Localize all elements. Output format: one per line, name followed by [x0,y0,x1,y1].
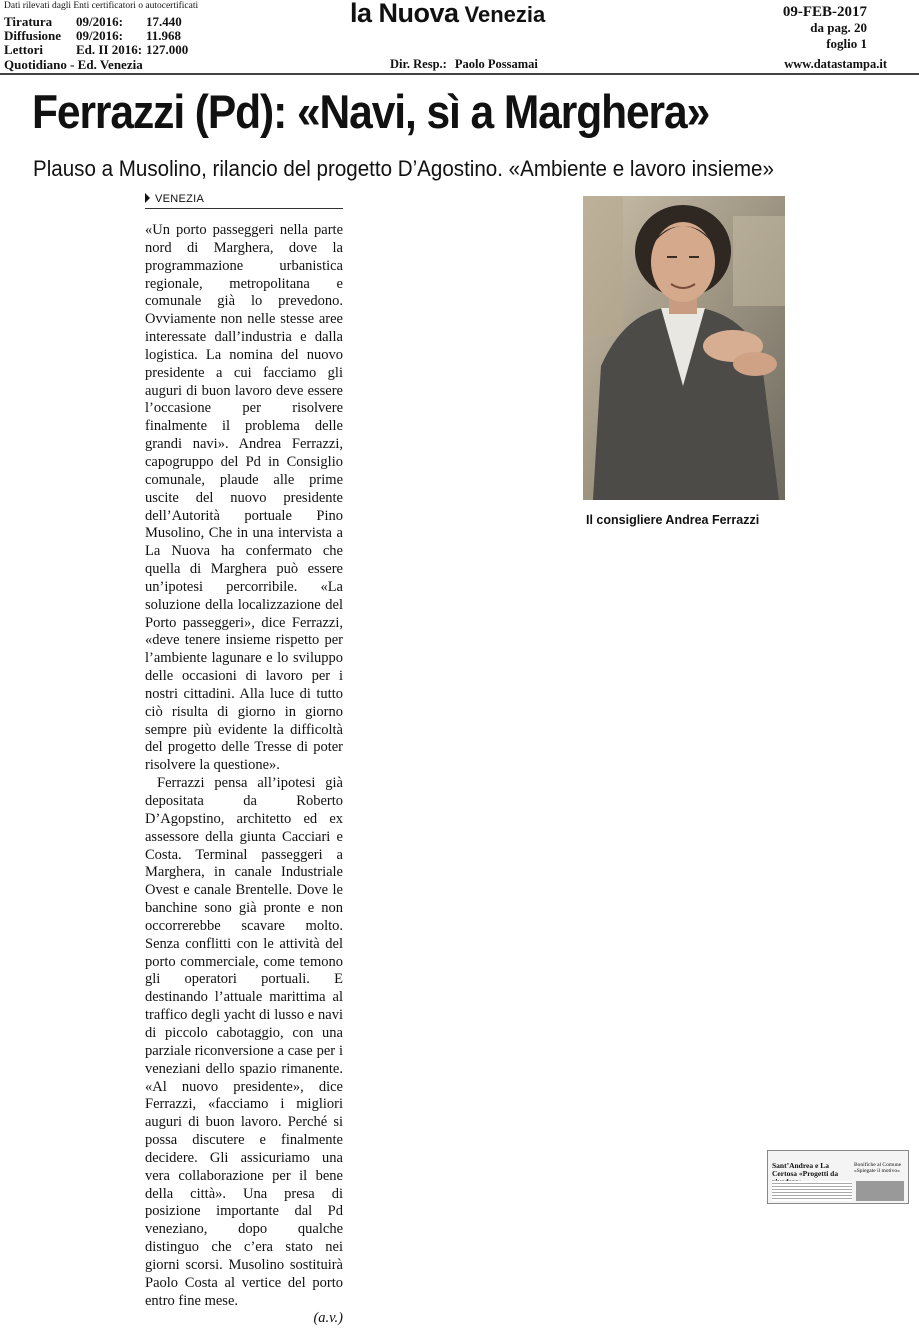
sheet-ref: foglio 1 [826,36,867,51]
photo-caption: Il consigliere Andrea Ferrazzi [586,513,760,527]
portrait-illustration [583,196,785,500]
article-paragraph: «Un porto passeggeri nella parte nord di Marghera, dove la programmazione urbanistica regionale, metropolitana e comunale già lo prevedono. Ovviamente non nelle stesse aree interessate dall’industria e dalla logistica. La nomina del nuovo presidente a cui facciamo gli auguri di buon lavoro deve essere l’occasione per risolvere finalmente il problema delle grandi navi». Andrea Ferrazzi, capogruppo del Pd in Consiglio comunale, plaude alle prime uscite del nuovo presidente dell’Autorità portuale Pino Musolino, Che in una intervista a La Nuova ha confermato che quella di Marghera può essere un’ipotesi percorribile. «La soluzione della localizzazione del Porto passeggeri», dice Ferrazzi, «deve tenere insieme rispetto per l’ambiente lagunare e lo sviluppo delle occasioni di lavoro per i nostri cittadini. Alla luce di tutto ciò risulta di giorno in giorno sempre più evidente la difficoltà del progetto delle Tresse di poter risolvere la questione». [145,222,343,774]
article-body [145,222,343,1328]
page-ref: da pag. 20 [810,20,867,35]
press-header [0,0,919,74]
certified-note: Dati rilevati dagli Enti certificatori o autocertificati [4,1,199,11]
header-divider [0,73,919,75]
thumbnail-header-rule [772,1153,773,1158]
thumbnail-text-lines [772,1181,852,1201]
stat-row-diffusione: Diffusione 09/2016: 11.968 [4,28,182,43]
page-thumbnail [767,1150,909,1204]
dateline: VENEZIA [145,193,343,209]
issue-date: 09-FEB-2017 [782,4,867,20]
portrait-photo [583,196,785,500]
dateline-marker-icon [145,193,150,203]
article-subheadline: Plauso a Musolino, rilancio del progetto D’Agostino. «Ambiente e lavoro insieme» [33,156,774,181]
edition-label: Quotidiano - Ed. Venezia [4,57,143,72]
masthead-name: la Nuova [350,0,459,28]
article-headline: Ferrazzi (Pd): «Navi, sì a Marghera» [32,85,710,138]
stat-row-tiratura: Tiratura 09/2016: 17.440 [4,14,182,29]
website: www.datastampa.it [784,57,887,71]
article-paragraph: Ferrazzi pensa all’ipotesi già depositata da Roberto D’Agopstino, architetto ed ex assessore della giunta Cacciari e Costa. Terminal passeggeri a Marghera, in canale Industriale Ovest e canale Brentelle. Dove le banchine sono già pronte e non occorrerebbe scavare molto. Senza conflitti con le attività del porto commerciale, come temono gli operatori portuali. E destinando l’attuale marittima al traffico degli yacht di lusso e navi di piccolo cabotaggio, con una parziale riconversione a case per i veneziani dello spazio rimanente. «Al nuovo presidente», dice Ferrazzi, «facciamo i migliori auguri di buon lavoro. Perché si possa discutere e finalmente decidere. Gli assicuriamo una vera collaborazione per il bene della città». Una presa di posizione importante dal Pd veneziano, dopo qualche distinguo che c’era stato nei giorni scorsi. Musolino sostituirà Paolo Costa al vertice del porto entro fine mese. [145,775,343,1309]
masthead-edition: Venezia [464,2,546,27]
date-block [783,4,867,52]
stat-row-lettori: Lettori Ed. II 2016: 127.000 [4,42,189,57]
thumbnail-headline: Sant’Andrea e La Certosa «Progetti da [772,1161,839,1178]
thumbnail-side: Bonifiche al Comune «Spiegate il motivo» [854,1162,902,1174]
author-signature: (a.v.) [313,1310,343,1327]
thumbnail-image [856,1181,904,1201]
director: Dir. Resp.: Paolo Possamai [390,57,538,71]
masthead [350,0,545,29]
